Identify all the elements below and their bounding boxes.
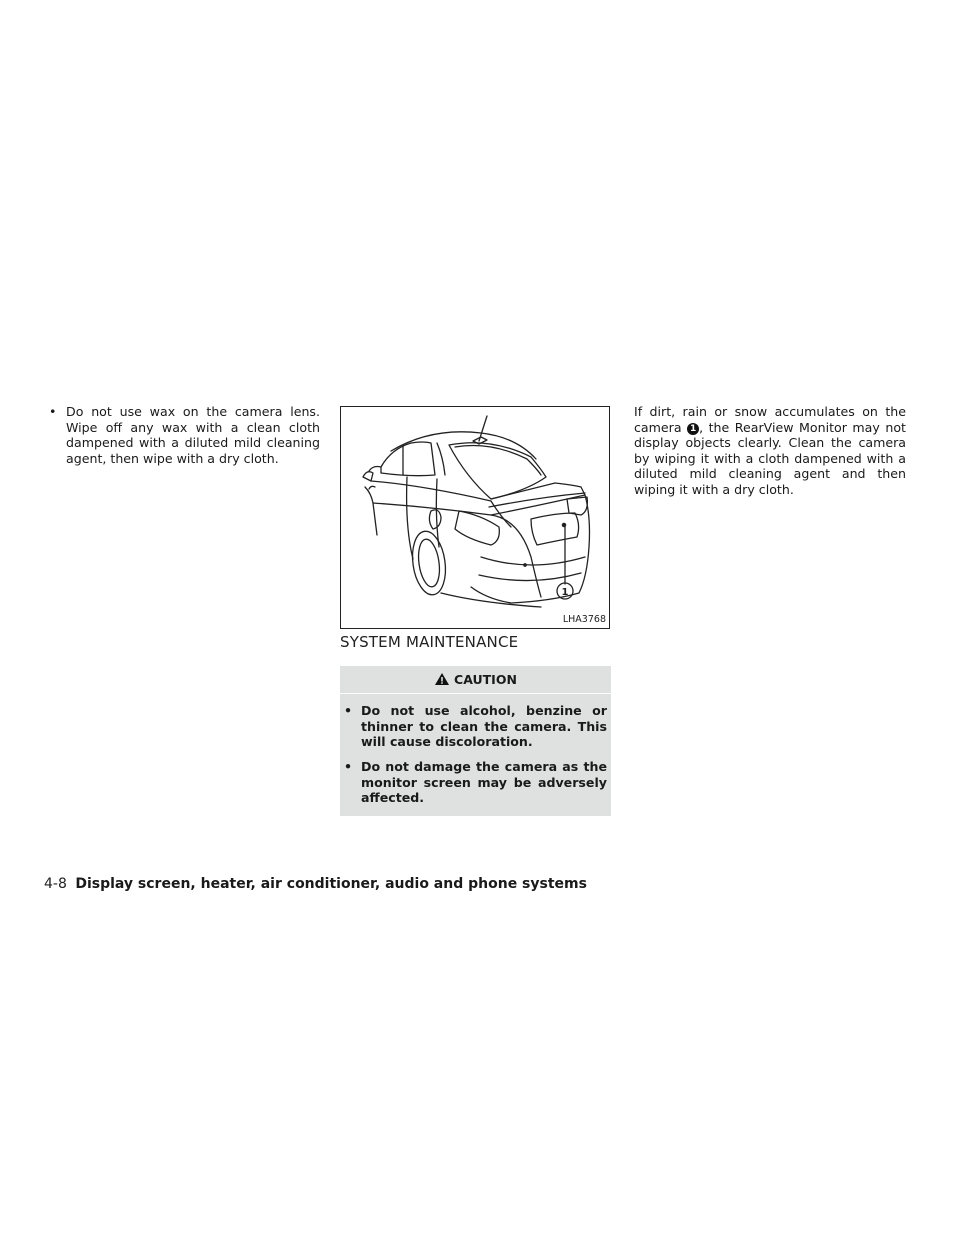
camera-location-figure — [340, 406, 610, 629]
page-number: 4-8 — [44, 876, 67, 892]
caution-item-text: Do not use alcohol, benzine or thinner to clean the camera. This will cause discoloration. — [361, 703, 607, 750]
bullet-marker: • — [49, 404, 57, 419]
maintenance-paragraph — [634, 404, 906, 498]
caution-divider — [340, 693, 611, 694]
list-item — [344, 759, 607, 806]
bullet-marker: • — [344, 758, 353, 774]
right-column — [634, 404, 906, 498]
paragraph-text-before: If dirt, rain or snow accumulates on the camera — [634, 404, 906, 435]
callout-marker: 1 — [687, 423, 699, 435]
figure-code: LHA3768 — [562, 612, 607, 628]
left-column — [49, 404, 320, 466]
callout-label: 1 — [561, 587, 569, 598]
caution-box — [340, 666, 611, 816]
wax-warning-text: Do not use wax on the camera lens. Wipe off any wax with a clean cloth dampened with a diluted mild cleaning agent, then wipe with a dry cloth. — [66, 404, 320, 466]
caution-title: CAUTION — [454, 671, 517, 687]
chapter-title: Display screen, heater, air conditioner, audio and phone systems — [75, 876, 587, 892]
list-item — [49, 404, 320, 466]
caution-item-text: Do not damage the camera as the monitor screen may be adversely affected. — [361, 758, 607, 806]
warning-triangle-icon — [434, 672, 450, 686]
caution-header — [344, 672, 607, 694]
page-footer — [44, 876, 587, 892]
car-rear-view-illustration — [341, 407, 609, 628]
middle-column — [340, 406, 611, 816]
paragraph-text-after: , the RearView Monitor may not display objects clearly. Clean the camera by wiping it with a cloth dampened with a diluted mild cleaning agent and then wiping it with a dry cloth. — [634, 419, 906, 497]
list-item — [344, 703, 607, 750]
bullet-marker: • — [344, 703, 353, 719]
section-title: SYSTEM MAINTENANCE — [340, 633, 519, 651]
